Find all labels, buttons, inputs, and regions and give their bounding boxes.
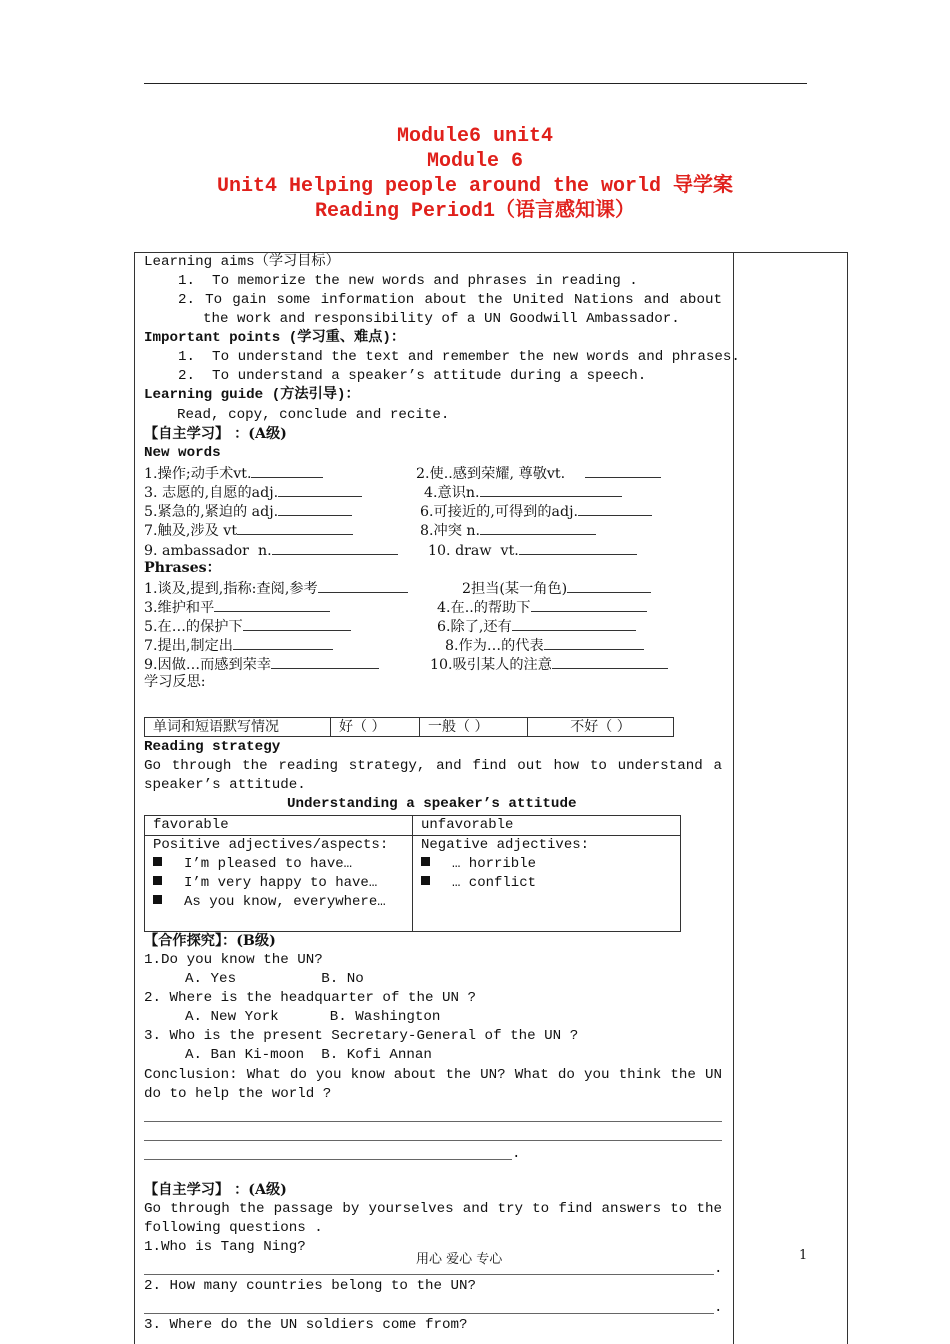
strategy-text: speaker’s attitude. [144,777,306,793]
conclusion-text: do to help the world ? [144,1086,332,1102]
favorable-header: favorable [153,817,229,833]
phrase-item: 4.在..的帮助下 [437,597,647,618]
point-item: 1. To understand the text and remember the new words and phrases. [178,349,740,365]
dictation-rating-table [144,717,674,737]
guide-heading: Learning guide (方法引导)： [144,387,360,403]
word-item: 1.操作;动手术vt. [144,463,323,484]
end-period: . [714,1261,723,1277]
title-line-3: Unit4 Helping people around the world 导学案 [216,175,734,198]
points-heading: Important points (学习重、难点)： [144,330,406,346]
header-rule [144,83,807,84]
aim-item: the work and responsibility of a UN Goodwill Ambassador. [203,311,680,327]
phrase-item: 8.作为…的代表 [445,635,644,656]
word-item: 10. draw vt. [428,540,637,561]
coop-options[interactable]: A. Yes B. No [185,971,364,987]
coop-question: 3. Who is the present Secretary-General of the UN ? [144,1028,579,1044]
word-item: 4.意识n. [424,482,622,503]
bullet-square-icon [421,876,430,885]
rating-ok[interactable]: 一般（ ） [420,718,528,737]
conclusion-text: Conclusion: What do you know about the UN? What do you think the UN [144,1067,722,1083]
phrase-item: 6.除了,还有 [437,616,636,637]
bullet-square-icon [153,876,162,885]
passage-question: 2. How many countries belong to the UN? [144,1278,477,1294]
positive-item: I’m pleased to have… [153,855,352,874]
word-item: 8.冲突 n. [420,520,596,541]
title-line-2: Module 6 [426,150,523,173]
word-item: 6.可接近的,可得到的adj. [420,501,652,522]
phrase-item: 9.因做…而感到荣幸 [144,654,379,675]
point-item: 2. To understand a speaker’s attitude during a speech. [178,368,647,384]
page-footer: 用心 爱心 专心 [416,1252,503,1267]
self-study-intro: following questions . [144,1220,323,1236]
title-line-1: Module6 unit4 [396,125,554,148]
self-study-heading: 【自主学习】 ：(A级) [144,426,287,442]
rating-label: 单词和短语默写情况 [145,718,331,737]
positive-item: As you know, everywhere… [153,893,386,912]
self-study-intro: Go through the passage by yourselves and try to find answers to the [144,1201,722,1217]
reflection-label: 学习反思: [144,674,206,690]
coop-question: 2. Where is the headquarter of the UN ? [144,990,477,1006]
coop-heading: 【合作探究】：(B级) [144,933,276,949]
phrase-item: 5.在…的保护下 [144,616,351,637]
new-words-heading: New words [144,445,221,461]
attitude-table [144,815,681,932]
guide-text: Read, copy, conclude and recite. [177,407,450,423]
coop-options[interactable]: A. New York B. Washington [185,1009,441,1025]
phrase-item: 7.提出,制定出 [144,635,333,656]
aim-item: 1. To memorize the new words and phrases in reading . [178,273,638,289]
bullet-square-icon [421,857,430,866]
passage-question: 3. Where do the UN soldiers come from? [144,1317,468,1333]
phrases-heading: Phrases： [144,560,221,576]
negative-item: … conflict [421,874,536,893]
bullet-square-icon [153,857,162,866]
passage-question: 1.Who is Tang Ning? [144,1239,306,1255]
coop-question: 1.Do you know the UN? [144,952,323,968]
aim-item: 2. To gain some information about the United Nations and about [178,292,722,308]
answer-line[interactable] [144,1159,512,1160]
positive-heading: Positive adjectives/aspects: [153,837,389,853]
rating-bad[interactable]: 不好（ ） [528,718,674,737]
answer-line[interactable] [144,1274,714,1275]
word-item: 9. ambassador n. [144,540,398,561]
positive-item: I’m very happy to have… [153,874,377,893]
negative-item: … horrible [421,855,536,874]
word-item: 5.紧急的,紧迫的 adj. [144,501,352,522]
title-line-4: Reading Period1（语言感知课） [314,200,636,223]
self-study-heading-2: 【自主学习】 ：(A级) [144,1182,287,1198]
answer-line[interactable] [144,1140,722,1141]
page-number: 1 [799,1248,808,1263]
word-item: 3. 志愿的,自愿的adj. [144,482,362,503]
phrase-item: 3.维护和平 [144,597,330,618]
bullet-square-icon [153,895,162,904]
coop-options[interactable]: A. Ban Ki-moon B. Kofi Annan [185,1047,432,1063]
end-period: . [714,1300,723,1316]
negative-heading: Negative adjectives: [421,837,590,853]
phrase-item: 10.吸引某人的注意 [430,654,668,675]
word-item: 2.使..感到荣耀, 尊敬vt. [416,463,661,484]
phrase-item: 2担当(某一角色) [462,578,651,599]
strategy-text: Go through the reading strategy, and find out how to understand a [144,758,722,774]
phrase-item: 1.谈及,提到,指称:查阅,参考 [144,578,408,599]
word-item: 7.触及,涉及 vt [144,520,353,541]
answer-line[interactable] [144,1313,714,1314]
unfavorable-header: unfavorable [421,817,514,833]
answer-line[interactable] [144,1121,722,1122]
notes-column-divider [733,252,734,1344]
attitude-table-title: Understanding a speaker’s attitude [287,796,577,812]
rating-good[interactable]: 好（ ） [331,718,420,737]
aims-heading: Learning aims（学习目标） [144,254,340,270]
end-period: . [512,1146,521,1162]
strategy-heading: Reading strategy [144,739,281,755]
